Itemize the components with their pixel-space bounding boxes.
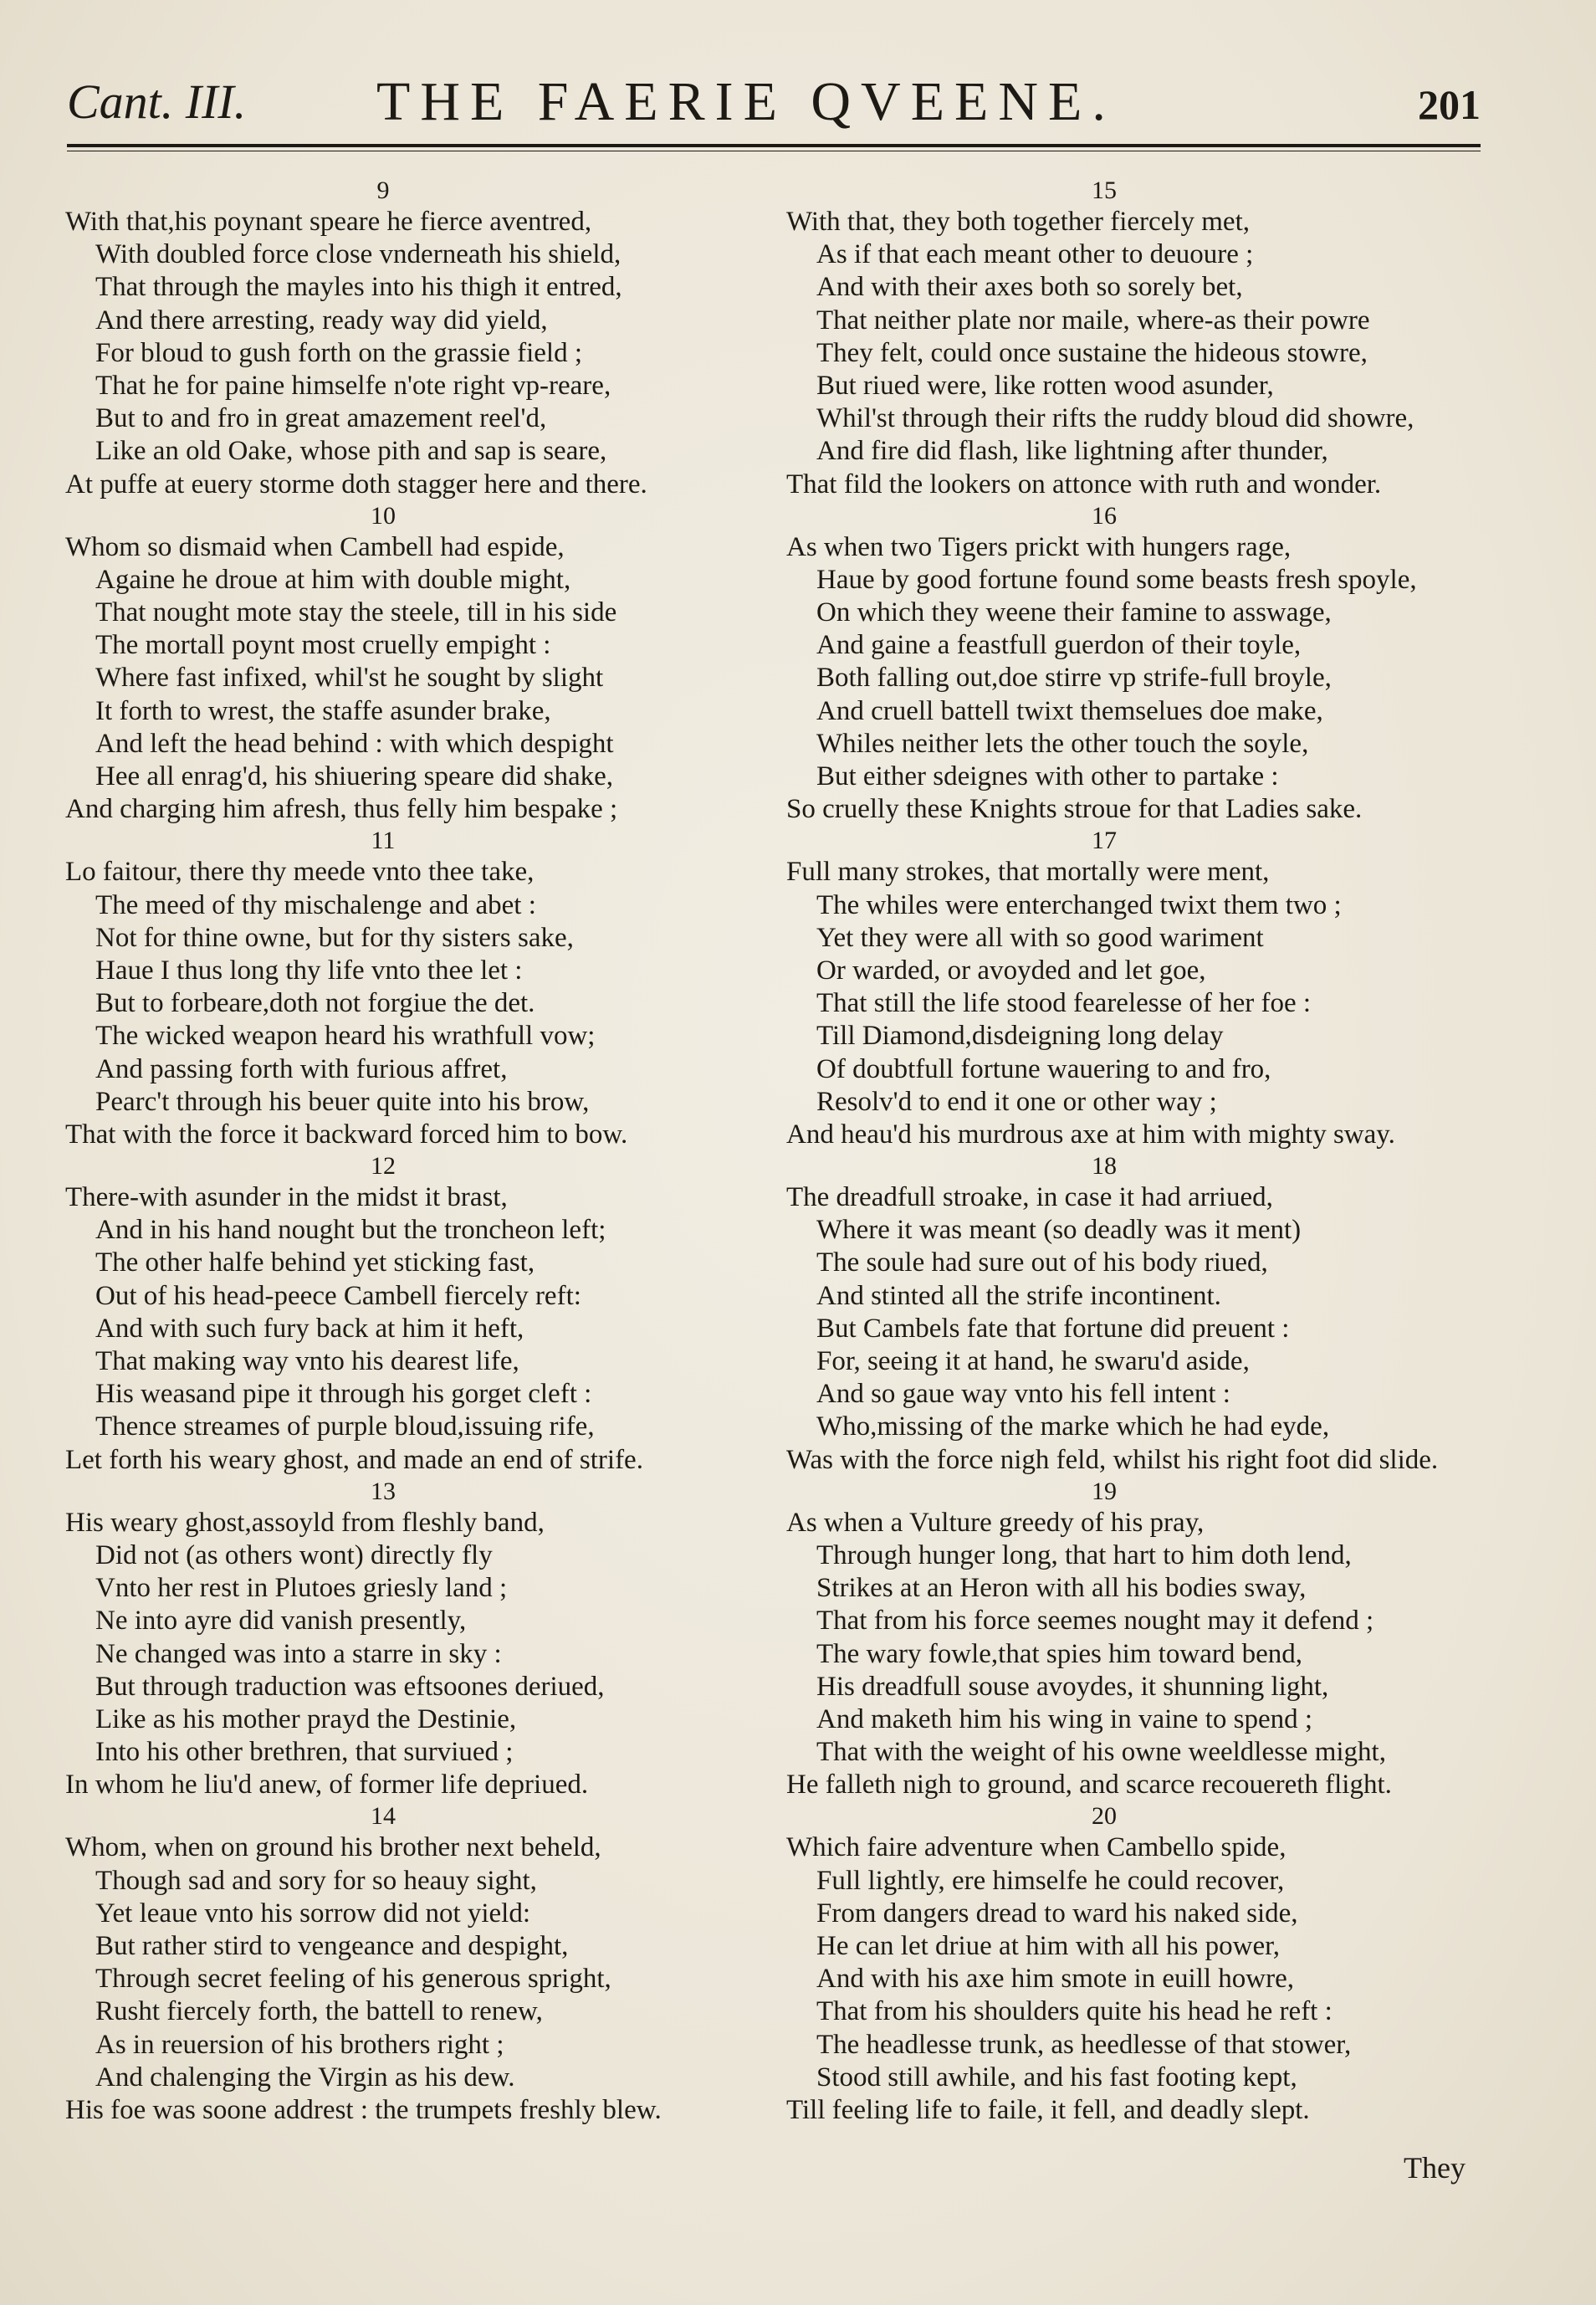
left-column — [65, 176, 734, 2127]
verse-line: In whom he liu'd anew, of former life depriued. — [65, 1770, 589, 1800]
verse-line: The meed of thy mischalenge and abet : — [95, 889, 536, 920]
verse-line: Haue by good fortune found some beasts fresh spoyle, — [816, 564, 1417, 595]
stanza-number: 10 — [371, 501, 396, 530]
stanza-number: 16 — [1092, 501, 1117, 530]
verse-line: Yet leaue vnto his sorrow did not yield: — [95, 1898, 531, 1929]
verse-line: Like as his mother prayd the Destinie, — [95, 1703, 517, 1734]
verse-line: Whiles neither lets the other touch the soyle, — [816, 728, 1309, 759]
verse-line: Resolv'd to end it one or other way ; — [816, 1086, 1217, 1117]
stanza-number: 17 — [1092, 827, 1117, 855]
verse-line: Of doubtfull fortune wauering to and fro, — [816, 1053, 1271, 1084]
stanza-number: 18 — [1092, 1152, 1117, 1181]
verse-line: That still the life stood fearelesse of her foe : — [816, 988, 1312, 1019]
verse-line: And maketh him his wing in vaine to spend ; — [816, 1703, 1313, 1734]
catchword: They — [1404, 2151, 1466, 2185]
verse-line: Full many strokes, that mortally were ment, — [786, 857, 1270, 888]
verse-line: Let forth his weary ghost, and made an end of strife. — [65, 1444, 643, 1475]
verse-line: But to forbeare,doth not forgiue the det. — [95, 988, 535, 1019]
verse-line: Till Diamond,disdeigning long delay — [816, 1021, 1224, 1052]
verse-line: That through the mayles into his thigh it entred, — [95, 272, 622, 303]
verse-line: For bloud to gush forth on the grassie field ; — [95, 337, 583, 368]
stanza-number: 20 — [1092, 1802, 1117, 1831]
verse-line: Whil'st through their rifts the ruddy bloud did showre, — [816, 403, 1414, 434]
verse-line: And cruell battell twixt themselues doe make, — [816, 695, 1323, 726]
verse-line: His weasand pipe it through his gorget cleft : — [95, 1379, 592, 1410]
verse-line: Which faire adventure when Cambello spide, — [786, 1832, 1287, 1863]
verse-line: But riued were, like rotten wood asunder, — [816, 370, 1274, 401]
verse-line: The whiles were enterchanged twixt them two ; — [816, 889, 1342, 920]
verse-line: The dreadfull stroake, in case it had arriued, — [786, 1182, 1273, 1213]
verse-line: But Cambels fate that fortune did preuent : — [816, 1313, 1290, 1344]
verse-line: That making way vnto his dearest life, — [95, 1346, 519, 1376]
stanza-number: 13 — [371, 1477, 396, 1505]
verse-line: Whom, when on ground his brother next beheld, — [65, 1832, 601, 1863]
verse-line: So cruelly these Knights stroue for that Ladies sake. — [786, 794, 1363, 825]
verse-line: And stinted all the strife incontinent. — [816, 1280, 1221, 1311]
verse-line: But rather stird to vengeance and despight, — [95, 1931, 569, 1961]
stanza — [65, 1477, 734, 1802]
verse-line: Not for thine owne, but for thy sisters sake, — [95, 922, 574, 953]
verse-line: Againe he droue at him with double might, — [95, 564, 571, 595]
verse-line: And in his hand nought but the troncheon left; — [95, 1215, 606, 1246]
verse-line: And heau'd his murdrous axe at him with mighty sway. — [786, 1119, 1395, 1150]
stanza — [786, 1151, 1455, 1477]
stanza — [786, 501, 1455, 827]
stanza — [786, 1477, 1455, 1802]
verse-line: Like an old Oake, whose pith and sap is seare, — [95, 436, 607, 467]
verse-line: The wicked weapon heard his wrathfull vow; — [95, 1021, 596, 1052]
verse-line: That from his force seemes nought may it defend ; — [816, 1606, 1374, 1637]
verse-line: And with their axes both so sorely bet, — [816, 272, 1243, 303]
stanza — [786, 1801, 1455, 2127]
verse-line: And fire did flash, like lightning after thunder, — [816, 436, 1328, 467]
verse-line: Stood still awhile, and his fast footing kept, — [816, 2062, 1297, 2092]
verse-line: From dangers dread to ward his naked side, — [816, 1898, 1298, 1929]
verse-line: Or warded, or avoyded and let goe, — [816, 955, 1206, 986]
verse-line: But to and fro in great amazement reel'd, — [95, 403, 547, 434]
verse-line: That neither plate nor maile, where-as their powre — [816, 305, 1370, 336]
verse-line: He falleth nigh to ground, and scarce recouereth flight. — [786, 1770, 1392, 1800]
verse-line: The mortall poynt most cruelly empight : — [95, 630, 551, 661]
verse-line: Through hunger long, that hart to him doth lend, — [816, 1539, 1352, 1570]
verse-line: As when two Tigers prickt with hungers rage, — [786, 531, 1292, 562]
verse-line: And passing forth with furious affret, — [95, 1053, 508, 1084]
verse-line: At puffe at euery storme doth stagger here and there. — [65, 469, 647, 499]
verse-line: His dreadfull souse avoydes, it shunning light, — [816, 1671, 1329, 1702]
verse-line: And gaine a feastfull guerdon of their toyle, — [816, 630, 1302, 661]
verse-line: Ne changed was into a starre in sky : — [95, 1638, 502, 1669]
verse-line: And with his axe him smote in euill howre, — [816, 1964, 1295, 1995]
verse-line: Whom so dismaid when Cambell had espide, — [65, 531, 565, 562]
verse-line: And with such fury back at him it heft, — [95, 1313, 524, 1344]
verse-line: They felt, could once sustaine the hideous stowre, — [816, 337, 1368, 368]
verse-line: On which they weene their famine to asswage, — [816, 597, 1332, 628]
verse-line: Though sad and sory for so heauy sight, — [95, 1865, 537, 1896]
verse-line: Where it was meant (so deadly was it ment) — [816, 1215, 1302, 1246]
canto-label: Cant. III. — [67, 74, 247, 129]
stanza-number: 19 — [1092, 1477, 1117, 1505]
verse-line: His weary ghost,assoyld from fleshly band, — [65, 1507, 545, 1538]
verse-line: With that,his poynant speare he fierce aventred, — [65, 207, 592, 237]
verse-line: Did not (as others wont) directly fly — [95, 1539, 493, 1570]
verse-line: And left the head behind : with which despight — [95, 728, 614, 759]
header-rule — [67, 144, 1481, 147]
verse-line: Pearc't through his beuer quite into his brow, — [95, 1086, 590, 1117]
verse-line: Into his other brethren, that surviued ; — [95, 1737, 514, 1768]
verse-line: Haue I thus long thy life vnto thee let : — [95, 955, 523, 986]
stanza-number: 15 — [1092, 177, 1117, 204]
verse-line: His foe was soone addrest : the trumpets freshly blew. — [65, 2094, 662, 2125]
verse-line: Rusht fiercely forth, the battell to renew, — [95, 1996, 543, 2027]
verse-line: Where fast infixed, whil'st he sought by slight — [95, 663, 604, 694]
verse-line: Ne into ayre did vanish presently, — [95, 1606, 467, 1637]
verse-line: And there arresting, ready way did yield, — [95, 305, 548, 336]
verse-line: Both falling out,doe stirre vp strife-full broyle, — [816, 663, 1332, 694]
verse-line: And chalenging the Virgin as his dew. — [95, 2062, 515, 2092]
verse-line: For, seeing it at hand, he swaru'd aside, — [816, 1346, 1250, 1376]
verse-line: The soule had sure out of his body riued, — [816, 1247, 1268, 1278]
verse-line: As in reuersion of his brothers right ; — [95, 2029, 504, 2060]
verse-line: Out of his head-peece Cambell fiercely reft: — [95, 1280, 581, 1311]
page-number: 201 — [1418, 81, 1481, 128]
stanza-number: 11 — [371, 827, 396, 855]
verse-line: As if that each meant other to deuoure ; — [816, 239, 1254, 270]
verse-line: And charging him afresh, thus felly him bespake ; — [65, 794, 618, 825]
stanza — [65, 1151, 734, 1477]
verse-line: Through secret feeling of his generous spright, — [95, 1964, 611, 1995]
verse-line: It forth to wrest, the staffe asunder brake, — [95, 695, 551, 726]
stanza — [65, 826, 734, 1151]
right-column — [786, 176, 1455, 2127]
verse-line: With doubled force close vnderneath his shield, — [95, 239, 622, 270]
verse-line: And so gaue way vnto his fell intent : — [816, 1379, 1230, 1410]
verse-line: That from his shoulders quite his head he reft : — [816, 1996, 1333, 2027]
stanza — [786, 176, 1455, 501]
verse-line: With that, they both together fiercely met, — [786, 207, 1250, 237]
verse-line: The headlesse trunk, as heedlesse of that stower, — [816, 2029, 1352, 2060]
stanza-number: 14 — [371, 1802, 396, 1831]
running-header — [67, 67, 1489, 134]
verse-line: The wary fowle,that spies him toward bend, — [816, 1638, 1303, 1669]
verse-line: Was with the force nigh feld, whilst his right foot did slide. — [786, 1444, 1439, 1475]
verse-line: That fild the lookers on attonce with ruth and wonder. — [786, 469, 1382, 499]
stanza-number: 12 — [371, 1152, 396, 1181]
verse-line: As when a Vulture greedy of his pray, — [786, 1507, 1205, 1538]
verse-line: Yet they were all with so good wariment — [816, 922, 1264, 953]
stanza-number: 9 — [376, 177, 390, 204]
verse-line: Hee all enrag'd, his shiuering speare did shake, — [95, 761, 613, 791]
verse-line: Thence streames of purple bloud,issuing rife, — [95, 1411, 595, 1442]
verse-line: He can let driue at him with all his power, — [816, 1931, 1281, 1961]
verse-line: But either sdeignes with other to partake : — [816, 761, 1279, 791]
verse-line: Vnto her rest in Plutoes griesly land ; — [95, 1573, 508, 1604]
verse-line: Full lightly, ere himselfe he could recover, — [816, 1865, 1285, 1896]
stanza — [65, 501, 734, 827]
stanza — [65, 176, 734, 501]
verse-line: That he for paine himselfe n'ote right vp-reare, — [95, 370, 611, 401]
stanza — [65, 1801, 734, 2127]
verse-line: Strikes at an Heron with all his bodies sway, — [816, 1573, 1307, 1604]
stanza — [786, 826, 1455, 1151]
verse-line: Lo faitour, there thy meede vnto thee take, — [65, 857, 535, 888]
verse-line: But through traduction was eftsoones deriued, — [95, 1671, 605, 1702]
verse-line: Till feeling life to faile, it fell, and deadly slept. — [786, 2094, 1310, 2125]
running-title: THE FAERIE QVEENE. — [376, 71, 1116, 132]
verse-line: That with the weight of his owne weeldlesse might, — [816, 1737, 1386, 1768]
verse-line: That nought mote stay the steele, till in his side — [95, 597, 617, 628]
verse-line: There-with asunder in the midst it brast, — [65, 1182, 508, 1213]
verse-line: The other halfe behind yet sticking fast, — [95, 1247, 535, 1278]
verse-line: That with the force it backward forced him to bow. — [65, 1119, 628, 1150]
verse-line: Who,missing of the marke which he had eyde, — [816, 1411, 1330, 1442]
